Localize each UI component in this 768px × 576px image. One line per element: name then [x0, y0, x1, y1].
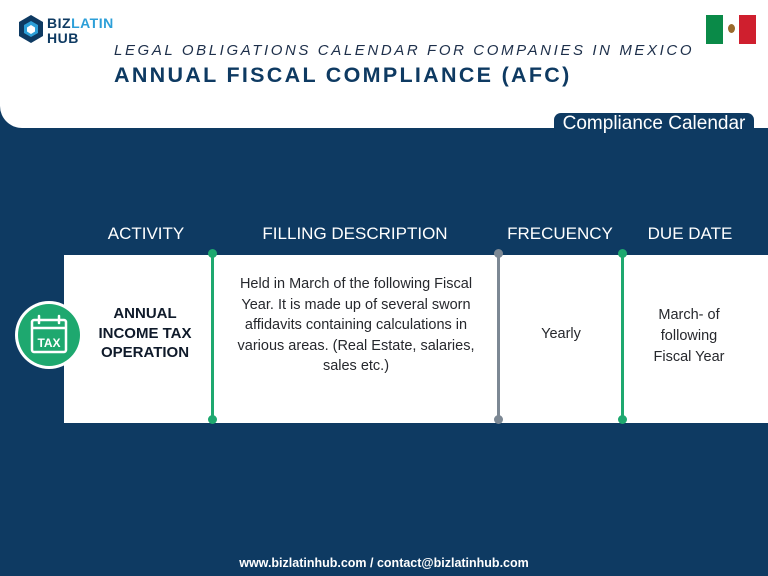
divider-dot-bottom — [494, 415, 503, 424]
divider-dot-bottom — [618, 415, 627, 424]
divider-description-frequency — [497, 253, 500, 421]
description-line: various areas. (Real Estate, salaries, — [237, 337, 475, 354]
logo-wordmark-bottom: HUB — [47, 30, 79, 46]
flag-green-stripe — [706, 15, 723, 44]
description-line: affidavits containing calculations in — [244, 317, 468, 333]
column-header-due-date: DUE DATE — [647, 224, 733, 243]
frequency-cell: Yearly — [541, 326, 581, 342]
footer-contact-links[interactable]: www.bizlatinhub.com / contact@bizlatinhub.com — [239, 556, 529, 570]
page-subtitle: LEGAL OBLIGATIONS CALENDAR FOR COMPANIES IN MEXICO — [114, 42, 695, 59]
due-date-line: March- of — [658, 307, 720, 323]
flag-emblem-icon — [728, 24, 735, 33]
due-date-line: Fiscal Year — [653, 349, 725, 365]
logo-latin: LATIN — [71, 15, 114, 31]
bizlatinhub-logo[interactable] — [18, 14, 128, 46]
column-header-frequency: FRECUENCY — [507, 224, 613, 243]
activity-cell — [64, 304, 226, 363]
hexagon-logo-icon — [18, 14, 44, 44]
divider-dot-bottom — [208, 415, 217, 424]
column-header-description: FILLING DESCRIPTION — [262, 224, 448, 243]
header-panel — [0, 0, 768, 128]
due-date-line: following — [660, 328, 718, 344]
logo-wordmark-top — [47, 15, 114, 31]
description-cell — [222, 274, 490, 377]
divider-dot-top — [208, 249, 217, 258]
activity-line: ANNUAL — [113, 305, 177, 322]
column-header-activity: ACTIVITY — [107, 224, 185, 243]
flag-white-stripe — [723, 15, 740, 44]
mexico-flag-icon — [706, 15, 756, 44]
due-date-cell — [624, 305, 754, 368]
logo-biz: BIZ — [47, 15, 72, 31]
activity-line: OPERATION — [100, 344, 190, 361]
flag-red-stripe — [739, 15, 756, 44]
description-line: Year. It is made up of several sworn — [241, 296, 471, 313]
compliance-calendar-badge: Compliance Calendar — [554, 113, 754, 135]
tax-icon-label: TAX — [37, 336, 61, 350]
description-line: Held in March of the following Fiscal — [239, 276, 473, 292]
activity-line: INCOME TAX — [98, 324, 192, 342]
divider-dot-top — [494, 249, 503, 258]
description-line: sales etc.) — [322, 358, 390, 374]
divider-dot-top — [618, 249, 627, 258]
page-title: ANNUAL FISCAL COMPLIANCE (AFC) — [114, 63, 572, 87]
